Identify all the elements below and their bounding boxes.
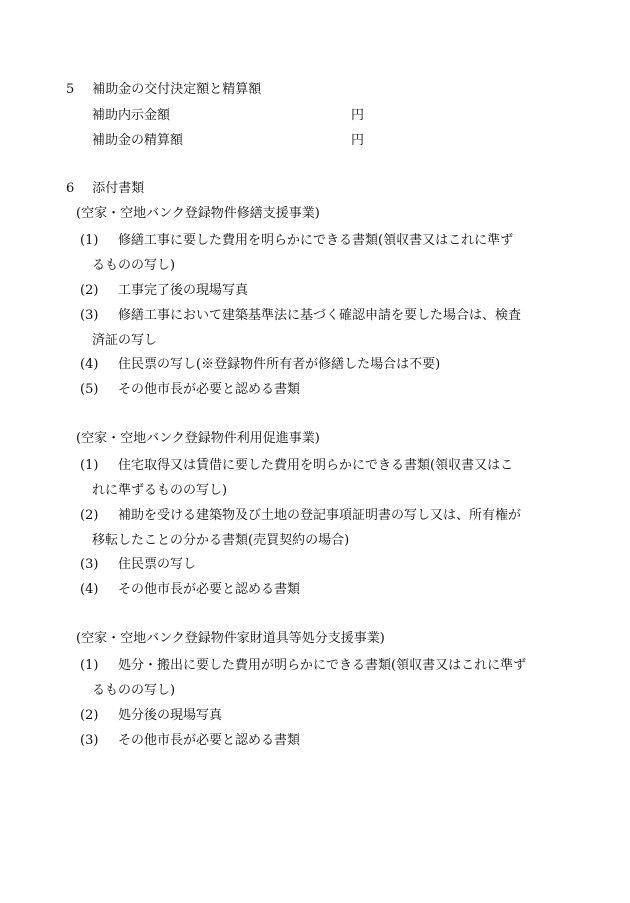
item-text: 処分後の現場写真 bbox=[118, 708, 223, 723]
group-heading: (空家・空地バンク登録物件修繕支援事業) bbox=[76, 206, 320, 221]
section5-heading bbox=[66, 82, 261, 98]
list-item bbox=[80, 508, 521, 524]
item-continuation: るものの写し) bbox=[92, 683, 176, 698]
list-item bbox=[80, 582, 300, 598]
list-item bbox=[80, 557, 196, 573]
item-number: (1) bbox=[80, 458, 99, 473]
list-item bbox=[80, 733, 300, 749]
item-number: (1) bbox=[80, 658, 99, 673]
item-text: 修繕工事において建築基準法に基づく確認申請を要した場合は、検査 bbox=[118, 308, 522, 323]
list-item bbox=[80, 458, 513, 474]
item-number: (2) bbox=[80, 508, 99, 523]
item-continuation: れに準ずるものの写し) bbox=[92, 483, 228, 498]
item-number: (2) bbox=[80, 283, 99, 298]
item-text: 処分・搬出に要した費用が明らかにできる書類(領収書又はこれに準ず bbox=[118, 658, 527, 673]
item-number: (2) bbox=[80, 708, 99, 723]
list-item bbox=[80, 357, 440, 373]
item-text: 住宅取得又は賃借に要した費用を明らかにできる書類(領収書又はこ bbox=[118, 458, 514, 473]
item-number: (3) bbox=[80, 733, 99, 748]
item-number: (4) bbox=[80, 357, 99, 372]
item-number: (5) bbox=[80, 382, 99, 397]
group-heading: (空家・空地バンク登録物件利用促進事業) bbox=[76, 431, 320, 446]
section5-number: 5 bbox=[66, 82, 75, 97]
item-number: (3) bbox=[80, 308, 99, 323]
group-heading: (空家・空地バンク登録物件家財道具等処分支援事業) bbox=[76, 631, 385, 646]
list-item bbox=[80, 233, 513, 249]
item-text: 住民票の写し(※登録物件所有者が修繕した場合は不要) bbox=[118, 357, 441, 372]
list-item bbox=[80, 708, 222, 724]
list-item bbox=[80, 382, 300, 398]
item-text: 住民票の写し bbox=[118, 557, 197, 572]
item-text: 工事完了後の現場写真 bbox=[118, 283, 249, 298]
list-item bbox=[80, 658, 526, 674]
section6-title: 添付書類 bbox=[92, 181, 145, 196]
section6-number: 6 bbox=[66, 181, 75, 196]
item-number: (4) bbox=[80, 582, 99, 597]
section5-title: 補助金の交付決定額と精算額 bbox=[92, 82, 262, 97]
list-item bbox=[80, 308, 521, 324]
section5-row-2 bbox=[92, 133, 183, 149]
item-text: その他市長が必要と認める書類 bbox=[118, 733, 301, 748]
item-text: その他市長が必要と認める書類 bbox=[118, 582, 301, 597]
item-continuation: 済証の写し bbox=[92, 333, 158, 348]
row-label: 補助内示金額 bbox=[92, 108, 171, 123]
item-text: 補助を受ける建築物及び土地の登記事項証明書の写し又は、所有権が bbox=[118, 508, 522, 523]
item-number: (3) bbox=[80, 557, 99, 572]
item-text: 修繕工事に要した費用を明らかにできる書類(領収書又はこれに準ず bbox=[118, 233, 514, 248]
row-unit: 円 bbox=[351, 133, 365, 148]
item-continuation: 移転したことの分かる書類(売買契約の場合) bbox=[92, 533, 350, 548]
row-unit: 円 bbox=[351, 108, 365, 123]
section6-heading bbox=[66, 181, 144, 197]
list-item bbox=[80, 283, 248, 299]
row-label: 補助金の精算額 bbox=[92, 133, 184, 148]
item-continuation: るものの写し) bbox=[92, 258, 176, 273]
section5-row-1 bbox=[92, 108, 392, 124]
item-number: (1) bbox=[80, 233, 99, 248]
item-text: その他市長が必要と認める書類 bbox=[118, 382, 301, 397]
